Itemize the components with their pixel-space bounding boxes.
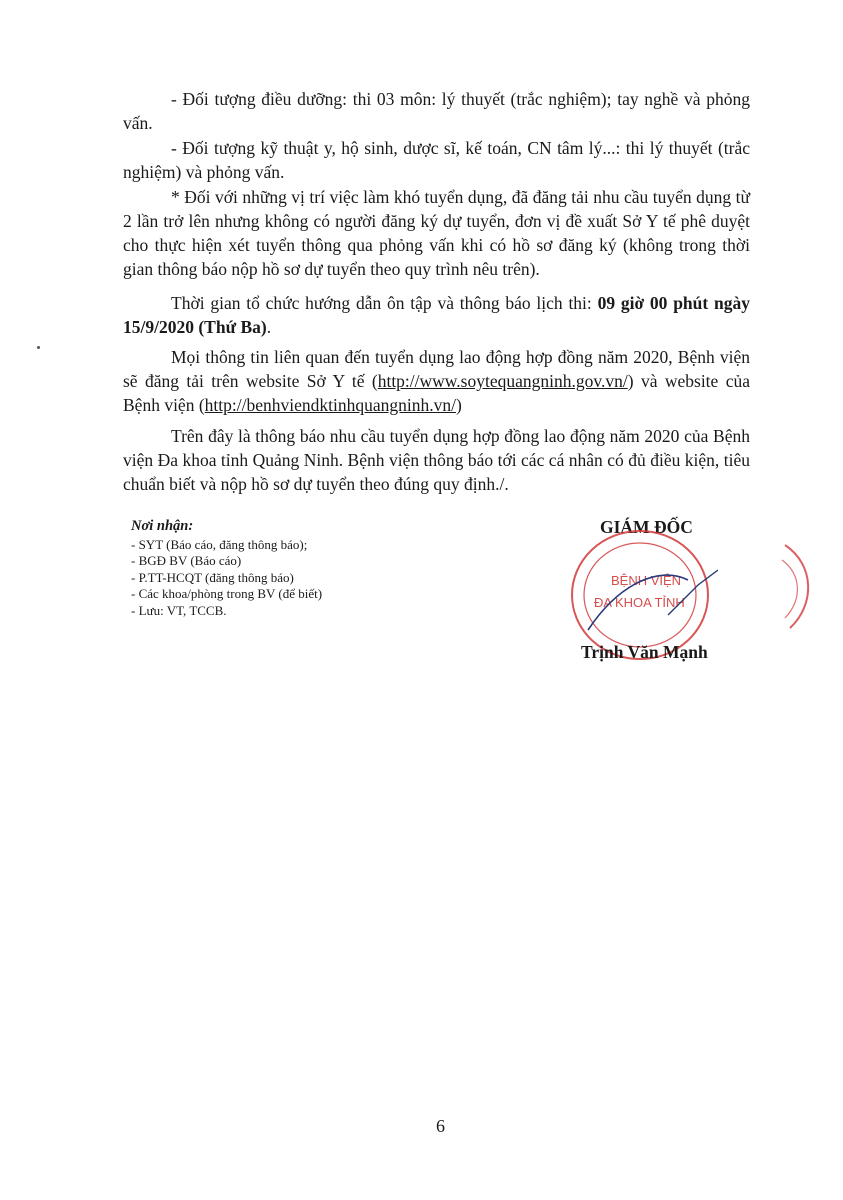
website-close-paren: ) — [455, 395, 462, 415]
schedule-lead-text: Thời gian tổ chức hướng dẫn ôn tập và thông báo lịch thi: — [171, 293, 598, 313]
website-mid-text: ) và website của Bệnh viện ( — [123, 371, 750, 415]
paragraph-technical-exam — [123, 136, 750, 184]
paragraph-closing — [123, 424, 750, 496]
recipient-item: - P.TT-HCQT (đăng thông báo) — [131, 569, 294, 585]
hospital-website-link[interactable]: http://benhviendktinhquangninh.vn/ — [204, 395, 456, 415]
page-number: 6 — [436, 1116, 445, 1136]
scan-speck — [37, 346, 40, 349]
paragraph-hard-to-recruit — [123, 185, 750, 281]
signer-title: GIÁM ĐỐC — [600, 517, 693, 537]
signer-name: Trịnh Văn Mạnh — [581, 642, 708, 662]
paragraph-nursing-exam — [123, 87, 750, 135]
partial-seal-stamp — [780, 540, 820, 630]
recipients-heading: Nơi nhận: — [131, 518, 194, 534]
paragraph-exam-schedule — [123, 291, 750, 339]
recipients-block — [131, 518, 461, 619]
paragraph-text: Trên đây là thông báo nhu cầu tuyển dụng hợp đồng lao động năm 2020 của Bệnh viện Đa khoa tỉnh Quảng Ninh. Bệnh viện thông báo tới các cá nhân có đủ điều kiện, tiêu chuẩn biết và nộp hồ sơ dự tuyển theo đúng quy định./. — [123, 426, 750, 494]
recipient-item: - Các khoa/phòng trong BV (để biết) — [131, 586, 323, 601]
stamp-text-line2: ĐA KHOA TỈNH — [594, 595, 685, 610]
recipient-item: - BGĐ BV (Báo cáo) — [131, 553, 242, 568]
stamp-text-line1: BỆNH VIỆN — [611, 573, 682, 588]
recipient-item: - Lưu: VT, TCCB. — [131, 602, 227, 618]
paragraph-text: - Đối tượng kỹ thuật y, hộ sinh, dược sĩ, kế toán, CN tâm lý...: thi lý thuyết (trắc nghiệm) và phỏng vấn. — [123, 138, 750, 182]
soyte-website-link[interactable]: http://www.soytequangninh.gov.vn/ — [377, 371, 628, 391]
website-lead-text: Mọi thông tin liên quan đến tuyển dụng lao động hợp đồng năm 2020, Bệnh viện sẽ đăng tải trên website Sở Y tế ( — [123, 347, 750, 391]
paragraph-text: - Đối tượng điều dưỡng: thi 03 môn: lý thuyết (trắc nghiệm); tay nghề và phỏng vấn. — [123, 89, 750, 133]
schedule-date-text: 09 giờ 00 phút ngày 15/9/2020 (Thứ Ba) — [123, 293, 750, 337]
paragraph-text: * Đối với những vị trí việc làm khó tuyển dụng, đã đăng tải nhu cầu tuyển dụng từ 2 lần trở lên nhưng không có người đăng ký dự tuyển, đơn vị đề xuất Sở Y tế phê duyệt cho thực hiện xét tuyển thông qua phỏng vấn khi có hồ sơ đăng ký (không trong thời gian thông báo nộp hồ sơ dự tuyển theo quy trình nêu trên). — [123, 187, 750, 279]
schedule-period: . — [266, 317, 272, 337]
paragraph-website-info — [123, 345, 750, 417]
recipient-item: - SYT (Báo cáo, đăng thông báo); — [131, 536, 308, 552]
